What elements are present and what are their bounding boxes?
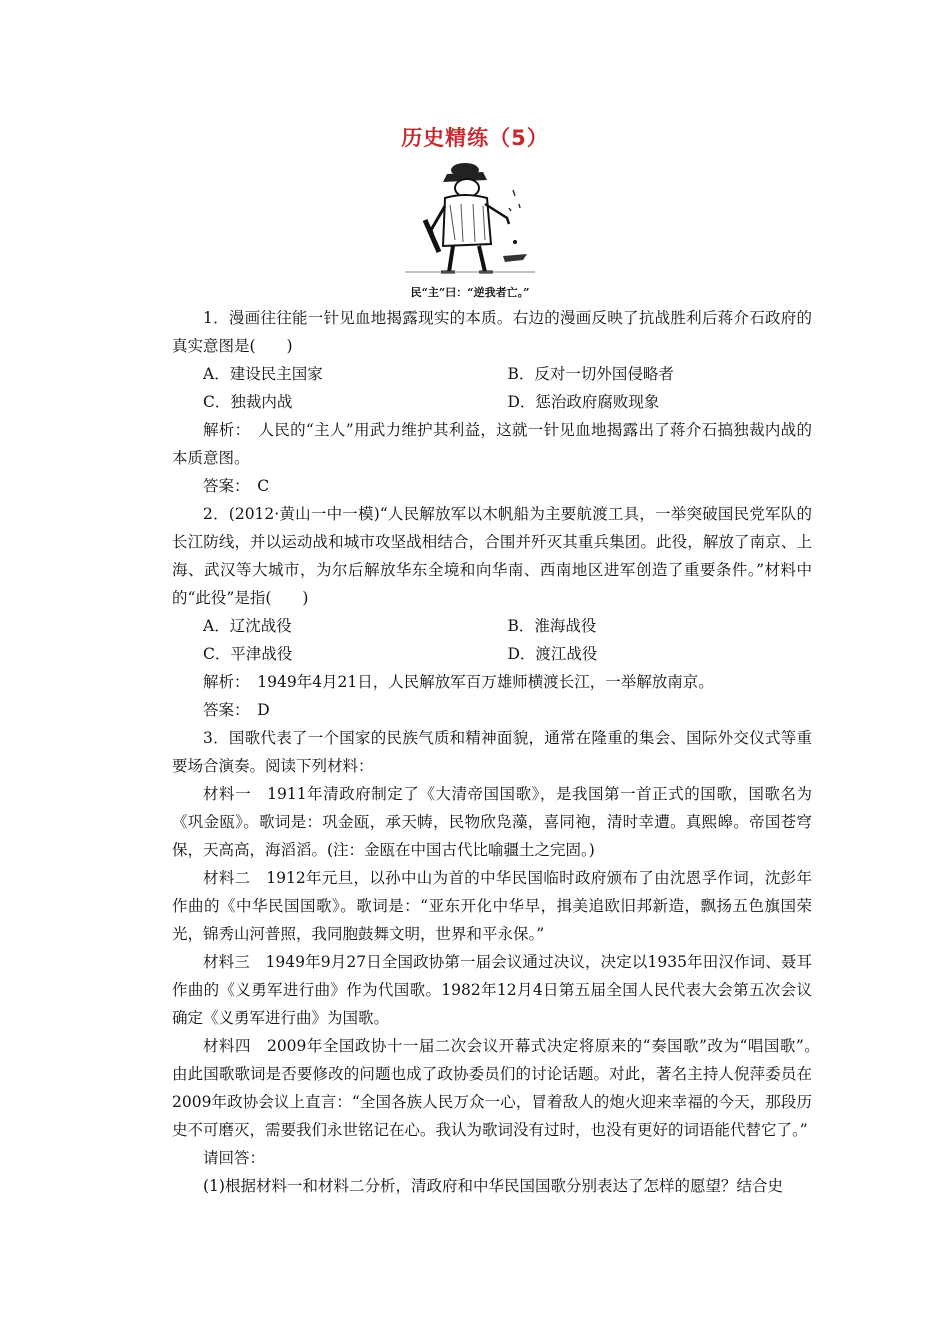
- q1-option-b: B．反对一切外国侵略者: [507, 365, 674, 383]
- q2-analysis: 解析： 1949年4月21日，人民解放军百万雄师横渡长江，一举解放南京。: [203, 673, 714, 691]
- document-body: [172, 304, 828, 1200]
- page-title: 历史精练（5）: [401, 126, 549, 150]
- q3-material-4: 材料四 2009年全国政协十一届二次会议开幕式决定将原来的“奏国歌”改为“唱国歌”。 由此国歌歌词是否要修改的问题也成了政协委员们的讨论话题。对此，著名主持人倪萍委员在2009年政协会议上直言：“全国各族人民万众一心，冒着敌人的炮火迎来幸福的今天，那段历史不可磨灭，需要我们永世铭记在心。我认为歌词没有过时，也没有更好的词语能代替它了。”: [172, 1037, 828, 1139]
- q3-prompt: 请回答：: [203, 1149, 266, 1167]
- q1-option-d: D．惩治政府腐败现象: [507, 393, 660, 411]
- q3-material-2: 材料二 1912年元旦，以孙中山为首的中华民国临时政府颁布了由沈恩孚作词，沈彭年作曲的《中华民国国歌》。歌词是：“亚东开化中华早，揖美追欧旧邦新造，飘扬五色旗国荣光，锦秀山河普照，我同胞鼓舞文明，世界和平永保。”: [172, 869, 812, 943]
- q1-answer: 答案： C: [203, 477, 270, 495]
- q2-option-a: A．辽沈战役: [203, 617, 292, 635]
- q1-options-row1: [172, 360, 812, 388]
- q1-option-c: C．独裁内战: [203, 393, 293, 411]
- q2-options-row2: [172, 640, 812, 668]
- q2-stem: 2．(2012·黄山一中一模)“人民解放军以木帆船为主要航渡工具，一举突破国民党军队的长江防线，并以运动战和城市攻坚战相结合，合围并歼灭其重兵集团。此役，解放了南京、上海、武汉等大城市，为尔后解放华东全境和向华南、西南地区进军创造了重要条件。”材料中的“此役”是指( ): [172, 505, 812, 607]
- q1-option-a: A．建设民主国家: [203, 365, 323, 383]
- q2-option-b: B．淮海战役: [507, 617, 597, 635]
- q3-material-1: 材料一 1911年清政府制定了《大清帝国国歌》，是我国第一首正式的国歌，国歌名为《巩金瓯》。歌词是：巩金瓯，承天帱，民物欣凫藻，喜同袍，清时幸遭。真熙皞。帝国苍穹保，天高高，海滔滔。(注：金瓯在中国古代比喻疆土之完固。): [172, 785, 812, 859]
- q3-stem: 3．国歌代表了一个国家的民族气质和精神面貌，通常在隆重的集会、国际外交仪式等重要场合演奏。阅读下列材料：: [172, 729, 812, 775]
- q2-option-d: D．渡江战役: [507, 645, 598, 663]
- political-cartoon-illustration: [395, 160, 545, 280]
- q1-options-row2: [172, 388, 812, 416]
- q1-stem: 1．漫画往往能一针见血地揭露现实的本质。右边的漫画反映了抗战胜利后蒋介石政府的真实意图是( ): [172, 309, 812, 355]
- cartoon-caption: 民“主”曰：“逆我者亡。”: [410, 286, 530, 299]
- q3-subquestion-1: (1)根据材料一和材料二分析，清政府和中华民国国歌分别表达了怎样的愿望？结合史: [203, 1177, 783, 1195]
- q2-options-row1: [172, 612, 812, 640]
- q2-option-c: C．平津战役: [203, 645, 293, 663]
- q3-material-3: 材料三 1949年9月27日全国政协第一届会议通过决议，决定以1935年田汉作词、聂耳作曲的《义勇军进行曲》作为代国歌。1982年12月4日第五届全国人民代表大会第五次会议确定《义勇军进行曲》为国歌。: [172, 953, 812, 1027]
- q1-analysis: 解析： 人民的“主人”用武力维护其利益，这就一针见血地揭露出了蒋介石搞独裁内战的本质意图。: [172, 421, 812, 467]
- q2-answer: 答案： D: [203, 701, 270, 719]
